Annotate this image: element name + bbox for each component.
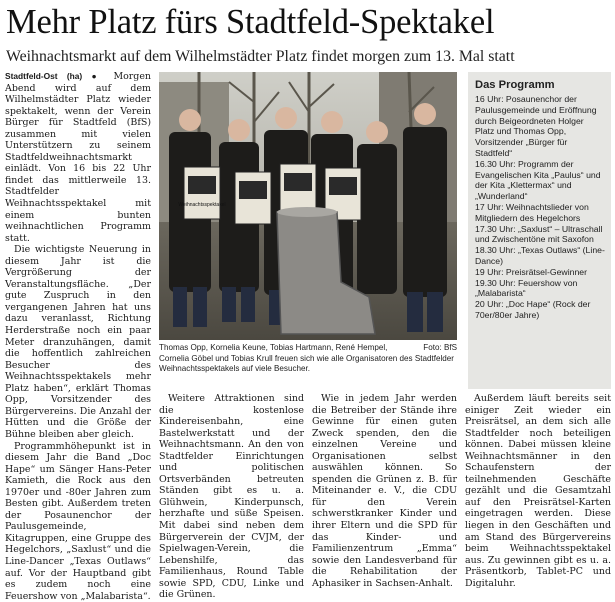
group-photo [159,72,457,340]
article-column-bottom-3 [465,393,611,589]
photo-caption [159,343,457,375]
poster-text: Weihnachtsspektakel [178,202,225,208]
program-item: 17.30 Uhr: „Saxlust“ – Ultraschall und Zwischentöne mit Saxofon [475,224,605,246]
program-item: 19.30 Uhr: Feuershow von „Malabarista“ [475,278,605,300]
paragraph-4: Weitere Attraktionen sind die kostenlose Kindereisenbahn, eine Bastelwerkstatt und der Weihnachtsmann. An den von Stadtfelder Einrichtungen und politischen Ortsverbänden betreuten Ständen gibt es u. a. Glühwein, Kinderpunsch, herzhafte und süße Speisen. Mit dabei sind neben dem Bürgerverein der CVJM, der Spielwagen-Verein, die Lebenshilfe, das Familienhaus, Round Table sowie SPD, CDU, Linke und die Grünen. [159,393,304,601]
program-item: 16.30 Uhr: Programm der Evangelischen Kita „Paulus“ und der Kita „Klettermax“ und „Wunderland“ [475,159,605,202]
dateline: Stadtfeld-Ost (ha) ● [5,71,104,81]
headline: Mehr Platz fürs Stadtfeld-Spektakel [6,2,611,42]
caption-text: Thomas Opp, Kornelia Keune, Tobias Hartmann, René Hempel, Cornelia Göbel und Tobias Krull freuen sich wie alle Organisatoren des Stadtfelder Weihnachtsspektakels auf viele Besucher. [159,343,454,373]
paragraph-1: Morgen Abend wird auf dem Wilhelmstädter Platz wieder spektakelt, wenn der Verein Bürger für Stadtfeld (BfS) zusammen mit vielen Unterstützern zu seinem Stadtfeldweihnachtsmarkt einlädt. Von 16 bis 22 Uhr findet das mittlerweile 13. Stadtfelder Weihnachtsspektakel mit einem bunten weihnachtlichen Programm statt. [5,71,151,244]
paragraph-2: Die wichtigste Neuerung in diesem Jahr ist die Vergrößerung der Veranstaltungsfläche. „Der gute Zuspruch in den vergangenen Jahren hat uns dazu veranlasst, Richtung Herderstraße noch ein paar Meter dranzuhängen, damit die hoffentlich zahlreichen Besucher des Weihnachtsspektakels mehr Platz haben“, erklärt Thomas Opp, Vorsitzender des Bürgervereins. Die Anzahl der Hütten und die Größe der Bühne bleiben aber gleich. [5,244,151,440]
article-column-bottom-1 [159,393,304,601]
program-item: 19 Uhr: Preisrätsel-Gewinner [475,267,605,278]
article-column-left [5,71,151,584]
program-title: Das Programm [475,78,605,92]
article-column-bottom-2 [312,393,457,589]
subheadline: Weihnachtsmarkt auf dem Wilhelmstädter Platz findet morgen zum 13. Mal statt [6,47,611,66]
program-item: 16 Uhr: Posaunenchor der Paulusgemeinde und Eröffnung durch Beigeordneten Holger Platz und Thomas Opp, Vorsitzender „Bürger für Stadtfeld“ [475,94,605,159]
program-item: 18.30 Uhr: „Texas Outlaws“ (Line-Dance) [475,245,605,267]
paragraph-3: Programmhöhepunkt ist in diesem Jahr die Band „Doc Hape“ um Sänger Hans-Peter Kamieth, die Rock aus den 1970er und -80er Jahren zum Besten gibt. Außerdem treten der Posaunenchor der Paulusgemeinde, Kitagruppen, eine Gruppe des Hegelchors, „Saxlust“ und die Line-Dancer „Texas Outlaws“ auf. Vor der Hauptband gibt es zudem noch eine Feuershow von „Malabarista“. [5,441,151,602]
program-box [468,72,611,389]
paragraph-6: Außerdem läuft bereits seit einiger Zeit wieder ein Preisrätsel, an dem sich alle Stadtfelder noch beteiligen können. Dabei müssen kleine Weihnachtsmänner in den Schaufenstern der teilnehmenden Geschäfte gezählt und die Gesamtzahl auf den Preisrätsel-Karten eingetragen werden. Diese liegen in den Geschäften und am Stand des Bürgervereins beim Weihnachtsspektakel aus. Zu gewinnen gibt es u. a. Präsentkorb, Tablet-PC und Digitaluhr. [465,393,611,589]
photo-credit: Foto: BfS [423,343,457,354]
paragraph-5: Wie in jedem Jahr werden die Betreiber der Stände ihre Gewinne für einen guten Zweck spenden, den die einzelnen Vereine und Organisationen selbst auswählen können. So spenden die Grünen z. B. für Miteinander e. V., die CDU für den Verein schwerstkranker Kinder und ihrer Eltern und die SPD für das Kinder- und Familienzentrum „Emma“ sowie den Landesverband für die Rehabilitation der Aphasiker in Sachsen-Anhalt. [312,393,457,589]
program-item: 20 Uhr: „Doc Hape“ (Rock der 70er/80er Jahre) [475,299,605,321]
program-item: 17 Uhr: Weihnachtslieder von Mitgliedern des Hegelchors [475,202,605,224]
group-photo-illustration [159,72,457,340]
